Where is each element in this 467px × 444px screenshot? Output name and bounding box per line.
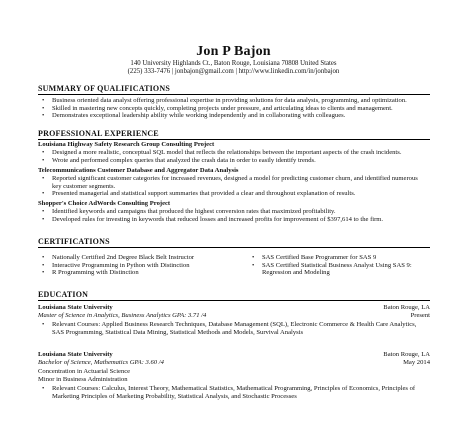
school-row: [38, 304, 430, 312]
experience-divider: [38, 139, 430, 140]
minor-text: Minor in Business Administration: [38, 376, 128, 383]
job-bullet: • Developed rules for investing in keywords that reduced losses and increased profits for improvement of $397,614 to the firm.: [40, 216, 428, 224]
degree-row: [38, 312, 430, 320]
certification-item: • SAS Certified Base Programmer for SAS 9: [250, 254, 430, 262]
candidate-address: 140 University Highlands Ct., Baton Rouge, Louisiana 70808 United States: [130, 60, 337, 67]
course-list: [40, 385, 428, 400]
job-bullets: [40, 175, 428, 198]
school-row: [38, 351, 430, 359]
summary-divider: [38, 94, 430, 95]
degree-row: [38, 359, 430, 367]
school-location: Baton Rouge, LA: [383, 351, 430, 358]
candidate-name: Jon P Bajon: [196, 44, 271, 59]
concentration-text: Concentration in Actuarial Science: [38, 368, 131, 375]
school-name: Louisiana State University: [38, 304, 113, 311]
job-title: Telecommunications Customer Database and Aggregator Data Analysis: [38, 167, 239, 174]
course-item: • Relevant Courses: Calculus, Interest Theory, Mathematical Statistics, Mathematical Programming, Principles of Economics, Principles of Marketing Principles of Marketing Probability, Statistical Analysis, and Stochastic Processes: [40, 385, 428, 400]
school-location: Baton Rouge, LA: [383, 304, 430, 311]
job-bullet: • Presented managerial and statistical support summaries that provided a clear and throughout explanation of results.: [40, 190, 428, 198]
summary-item: • Business oriented data analyst offering professional expertise in providing solutions for data analysis, programming, and optimization.: [40, 97, 428, 105]
course-item: • Relevant Courses: Applied Business Research Techniques, Database Management (SQL), Electronic Commerce & Health Care Analytics, SAS Programming, Statistical Data Mining, Statistical Methods and Models, Survival Analysis: [40, 321, 428, 336]
job-bullets: [40, 149, 428, 164]
education-divider: [38, 300, 430, 301]
job-bullet: • Identified keywords and campaigns that produced the highest conversion rates that maximized profitability.: [40, 208, 428, 216]
job-bullet: • Designed a more realistic, conceptual SQL model that reflects the relationships between the important aspects of the crash incidents.: [40, 149, 428, 157]
certification-item: • SAS Certified Statistical Business Analyst Using SAS 9: Regression and Modeling: [250, 262, 430, 277]
job-bullets: [40, 208, 428, 223]
job-title: Shopper's Choice AdWords Consulting Project: [38, 200, 171, 207]
job-title: Louisiana Highway Safety Research Group Consulting Project: [38, 141, 215, 148]
certifications-heading: CERTIFICATIONS: [38, 237, 110, 246]
certification-item: • Nationally Certified 2nd Degree Black Belt Instructor: [40, 254, 225, 262]
certification-item: • R Programming with Distinction: [40, 269, 225, 277]
certifications-divider: [38, 247, 430, 248]
job-bullet: • Wrote and performed complex queries that analyzed the crash data in order to easily identify trends.: [40, 157, 428, 165]
certifications-left-list: [40, 254, 225, 277]
summary-item: • Demonstrates exceptional leadership ability while working independently and in collaborating with colleagues.: [40, 112, 428, 120]
degree-date: May 2014: [403, 359, 430, 366]
degree-name: Master of Science in Analytics, Business Analytics GPA: 3.71 /4: [38, 312, 207, 319]
summary-item: • Skilled in mastering new concepts quickly, completing projects under pressure, and articulating ideas to clients and management.: [40, 105, 428, 113]
experience-heading: PROFESSIONAL EXPERIENCE: [38, 129, 159, 138]
job-bullet: • Reported significant customer categories for increased revenues, designed a model for predicting customer churn, and identified numerous key customer segments.: [40, 175, 428, 190]
candidate-contact: (225) 333-7476 | jonbajon@gmail.com | http://www.linkedin.com/in/jonbajon: [127, 68, 340, 75]
degree-name: Bachelor of Science, Mathematics GPA: 3.60 /4: [38, 359, 164, 366]
degree-date: Present: [410, 312, 430, 319]
certification-item: • Interactive Programming in Python with Distinction: [40, 262, 225, 270]
certifications-right-list: [250, 254, 430, 277]
education-heading: EDUCATION: [38, 290, 89, 299]
school-name: Louisiana State University: [38, 351, 113, 358]
summary-heading: SUMMARY OF QUALIFICATIONS: [38, 84, 170, 93]
course-list: [40, 321, 428, 336]
summary-list: [40, 97, 428, 120]
